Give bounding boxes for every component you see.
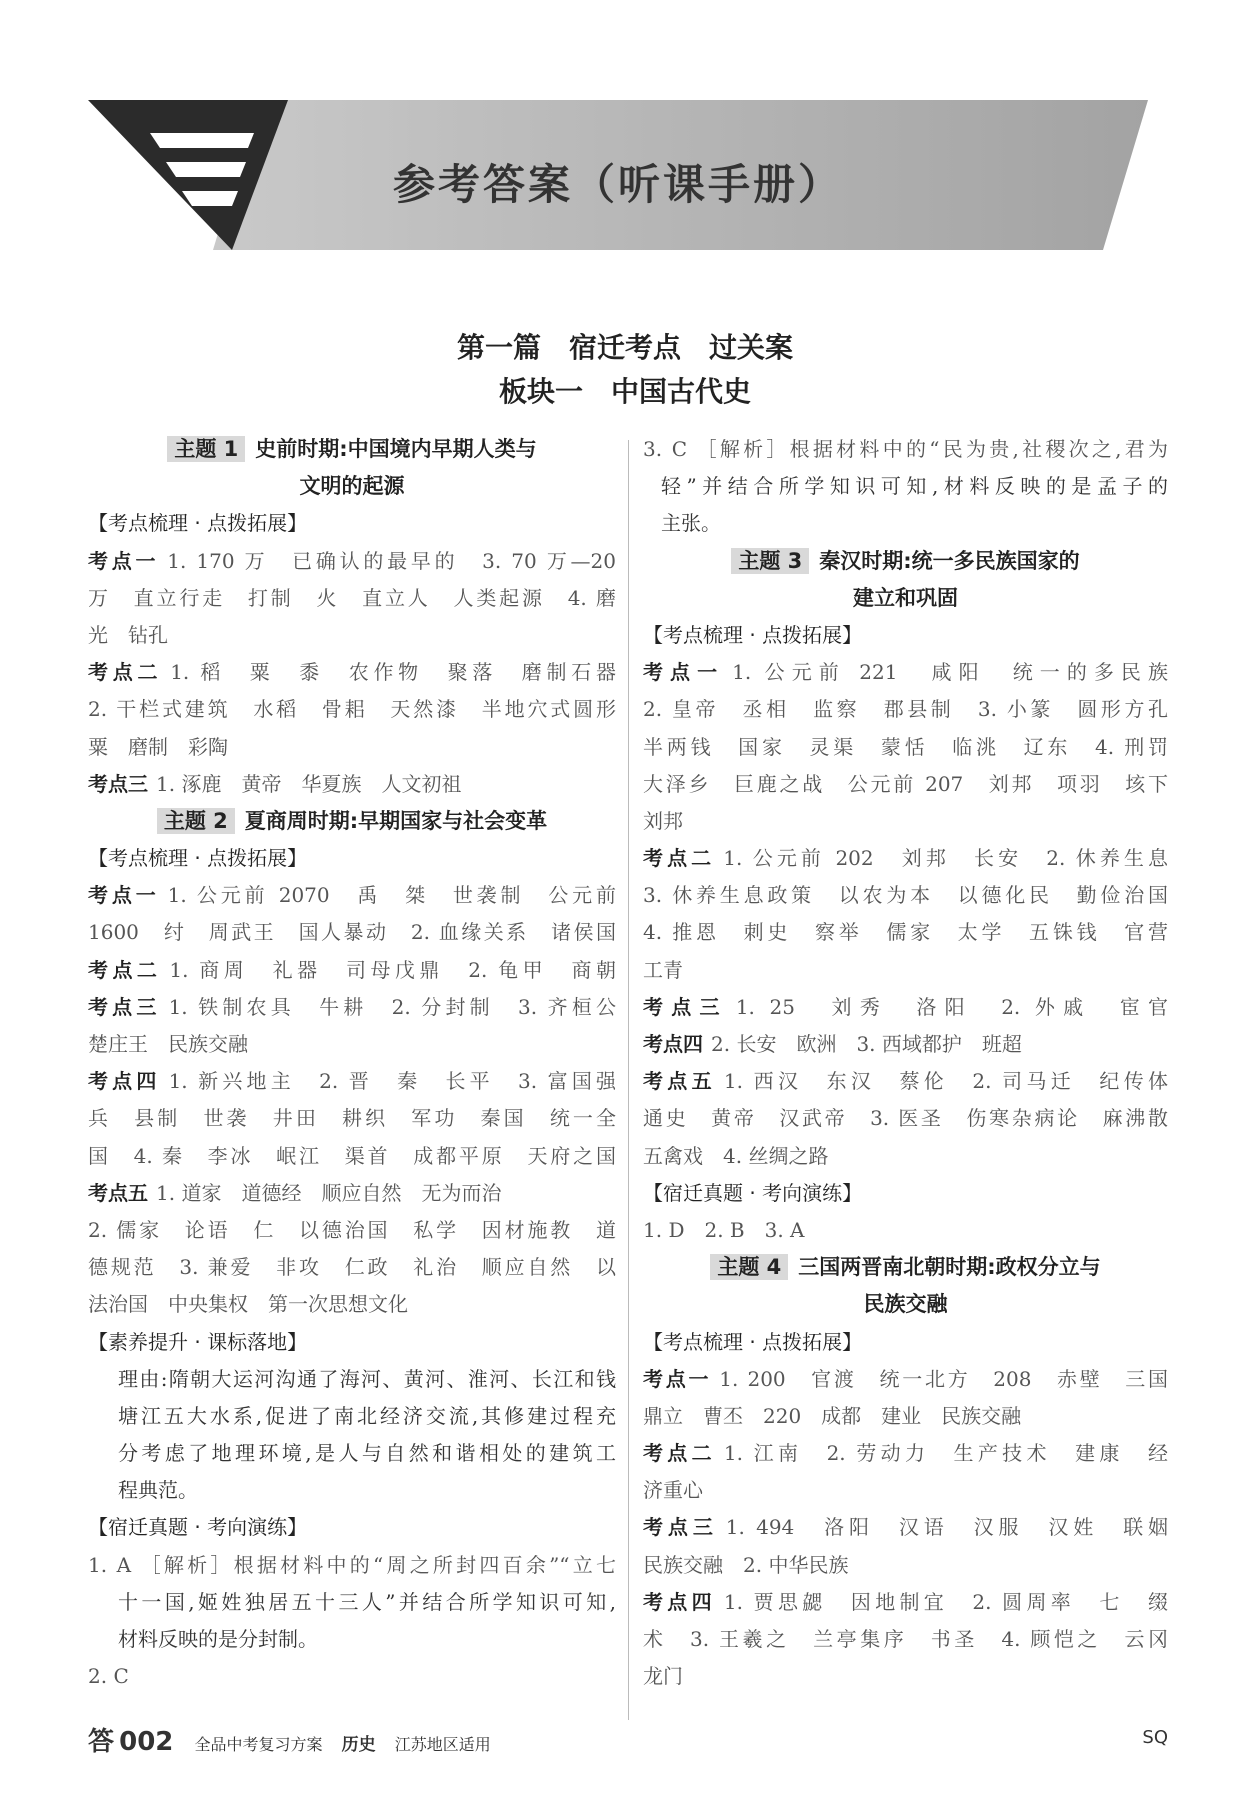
answer-line: 程典范。: [118, 1478, 198, 1503]
part-title: 第一篇 宿迁考点 过关案: [456, 331, 793, 364]
section-heading: 【考点梳理 · 点拨拓展】: [88, 511, 308, 536]
answer-line: 粟 磨制 彩陶: [88, 734, 228, 759]
answer-line: [88, 989, 616, 1026]
topic-heading: [643, 1249, 1168, 1286]
answer-line: 国 4. 秦 李冰 岷江 渠首 成都平原 天府之国: [88, 1143, 616, 1168]
answer-line: 2. 干栏式建筑 水稻 骨耜 天然漆 半地穴式圆形: [88, 697, 616, 722]
topic-title: 史前时期:中国境内早期人类与: [255, 437, 537, 461]
answer-line: [643, 1584, 1168, 1621]
answer-line: 3. 休养生息政策 以农为本 以德化民 勤俭治国: [643, 883, 1168, 908]
answer-column-right: [643, 431, 1168, 1695]
answer-line: [88, 1063, 616, 1100]
topic-title: 民族交融: [863, 1292, 948, 1317]
topic-heading-cont: [643, 1286, 1168, 1323]
answer-line: [643, 1361, 1168, 1398]
answer-line: [88, 654, 616, 691]
topic-title: 夏商周时期:早期国家与社会变革: [244, 808, 548, 833]
answer-line: 理由:隋朝大运河沟通了海河、黄河、淮河、长江和钱: [118, 1366, 616, 1391]
column-divider: [628, 440, 629, 1720]
answer-line: [88, 543, 616, 580]
answer-text: 1. 25 刘秀 洛阳 2. 外戚 宦官: [735, 994, 1168, 1019]
answer-text: 1. 贾思勰 因地制宜 2. 圆周率 七 缀: [723, 1589, 1168, 1614]
page-number-prefix: 答: [88, 1727, 115, 1757]
answer-column-left: [88, 431, 616, 1695]
topic-heading-cont: [643, 580, 1168, 617]
answer-text: 1. 江南 2. 劳动力 生产技术 建康 经: [723, 1441, 1168, 1466]
answer-line: 工青: [643, 957, 683, 982]
answer-line: 轻”并结合所学知识可知,材料反映的是孟子的: [661, 474, 1168, 499]
answer-line: 光 钻孔: [88, 622, 168, 647]
topic-heading: [643, 543, 1168, 580]
answer-line: [643, 1063, 1168, 1100]
answer-line: 1600 纣 周武王 国人暴动 2. 血缘关系 诸侯国: [88, 920, 616, 945]
knowledge-point-label: 考点二: [643, 846, 716, 871]
topic-tag: 主题 2: [157, 808, 235, 834]
answer-text: 1. 公元前 2070 禹 桀 世袭制 公元前: [167, 883, 616, 908]
answer-line: 刘邦: [643, 808, 683, 833]
page-title: 参考答案（听课手册）: [392, 160, 843, 209]
answer-text: 1. 稻 粟 黍 农作物 聚落 磨制石器: [170, 660, 616, 685]
section-heading: 【考点梳理 · 点拨拓展】: [88, 846, 308, 871]
answer-text: 1. 涿鹿 黄帝 华夏族 人文初祖: [156, 771, 462, 796]
edition-code: SQ: [1142, 1727, 1168, 1748]
topic-heading-cont: [88, 468, 616, 505]
knowledge-point-label: 考点三: [643, 1515, 718, 1540]
topic-tag: 主题 4: [710, 1254, 788, 1280]
section-title: 板块一 中国古代史: [498, 375, 751, 408]
topic-title: 建立和巩固: [853, 585, 958, 610]
section-heading: 【素养提升 · 课标落地】: [88, 1329, 308, 1354]
section-heading: 【考点梳理 · 点拨拓展】: [643, 622, 863, 647]
answer-line: 1. A ［解析］根据材料中的“周之所封四百余”“立七: [88, 1552, 616, 1577]
answer-text: 2. 长安 欧洲 3. 西域都护 班超: [711, 1032, 1022, 1056]
answer-line: 术 3. 王羲之 兰亭集序 书圣 4. 顾恺之 云冈: [643, 1627, 1168, 1651]
answer-line: [643, 1026, 1168, 1063]
answer-line: 2. 儒家 论语 仁 以德治国 私学 因材施教 道: [88, 1217, 616, 1242]
answer-text: 1. 道家 道德经 顺应自然 无为而治: [156, 1180, 502, 1205]
knowledge-point-label: 考点三: [88, 994, 161, 1019]
answer-line: 龙门: [643, 1664, 683, 1689]
section-heading: 【考点梳理 · 点拨拓展】: [643, 1329, 863, 1354]
knowledge-point-label: 考点四: [643, 1589, 716, 1614]
answer-line: 3. C ［解析］根据材料中的“民为贵,社稷次之,君为: [643, 437, 1168, 461]
answer-line: 通史 黄帝 汉武帝 3. 医圣 伤寒杂病论 麻沸散: [643, 1106, 1168, 1131]
answer-line: 五禽戏 4. 丝绸之路: [643, 1143, 829, 1168]
knowledge-point-label: 考点一: [88, 548, 160, 573]
topic-tag: 主题 1: [167, 436, 245, 462]
answer-text: 1. 494 洛阳 汉语 汉服 汉姓 联姻: [725, 1515, 1168, 1540]
answer-line: 济重心: [643, 1478, 703, 1503]
answer-line: 鼎立 曹丕 220 成都 建业 民族交融: [643, 1403, 1022, 1428]
knowledge-point-label: 考点二: [88, 957, 162, 982]
answer-line: 兵 县制 世袭 井田 耕织 军功 秦国 统一全: [88, 1106, 616, 1131]
knowledge-point-label: 考点三: [88, 771, 148, 796]
answer-text: 1. 公元前 202 刘邦 长安 2. 休养生息: [723, 846, 1168, 871]
answer-line: 主张。: [661, 511, 721, 536]
answer-line: [88, 766, 616, 803]
answer-line: [88, 952, 616, 989]
subject-label: 历史: [341, 1735, 376, 1755]
topic-heading: [88, 803, 616, 840]
title-banner: [88, 100, 1148, 250]
knowledge-point-label: 考点一: [643, 1366, 712, 1391]
answer-line: 1. D 2. B 3. A: [643, 1217, 805, 1242]
answer-text: 1. 商周 礼器 司母戊鼎 2. 龟甲 商朝: [169, 957, 616, 982]
answer-line: 分考虑了地理环境,是人与自然和谐相处的建筑工: [118, 1441, 616, 1466]
answer-line: [88, 877, 616, 914]
answer-line: 半两钱 国家 灵渠 蒙恬 临洮 辽东 4. 刑罚: [643, 734, 1168, 759]
page-footer: [88, 1721, 1168, 1757]
region-label: 江苏地区适用: [394, 1735, 491, 1754]
knowledge-point-label: 考点一: [88, 883, 160, 908]
page-number: 002: [119, 1727, 174, 1757]
answer-line: 万 直立行走 打制 火 直立人 人类起源 4. 磨: [88, 585, 616, 610]
answer-line: 法治国 中央集权 第一次思想文化: [88, 1292, 408, 1317]
answer-line: 材料反映的是分封制。: [118, 1627, 318, 1651]
answer-line: 2. 皇帝 丞相 监察 郡县制 3. 小篆 圆形方孔: [643, 697, 1168, 722]
answer-line: [643, 654, 1168, 691]
answer-text: 1. 公元前 221 咸阳 统一的多民族: [732, 660, 1168, 685]
topic-heading: [88, 431, 616, 468]
section-heading: 【宿迁真题 · 考向演练】: [88, 1515, 308, 1540]
answer-line: 4. 推恩 刺史 察举 儒家 太学 五铢钱 官营: [643, 920, 1168, 945]
answer-line: 大泽乡 巨鹿之战 公元前 207 刘邦 项羽 垓下: [643, 771, 1168, 796]
knowledge-point-label: 考点二: [88, 660, 163, 685]
answer-line: [643, 840, 1168, 877]
knowledge-point-label: 考点四: [88, 1069, 161, 1094]
answer-line: 德规范 3. 兼爱 非攻 仁政 礼治 顺应自然 以: [88, 1255, 616, 1280]
knowledge-point-label: 考点三: [643, 994, 728, 1019]
section-heading: 【宿迁真题 · 考向演练】: [643, 1180, 863, 1205]
answer-text: 1. 170 万 已确认的最早的 3. 70 万—20: [167, 548, 616, 573]
knowledge-point-label: 考点五: [643, 1069, 716, 1094]
topic-title: 文明的起源: [299, 474, 405, 499]
answer-line: 楚庄王 民族交融: [88, 1032, 248, 1056]
answer-line: 2. C: [88, 1664, 129, 1689]
topic-title: 秦汉时期:统一多民族国家的: [819, 548, 1080, 573]
answer-line: [643, 989, 1168, 1026]
answer-text: 1. 铁制农具 牛耕 2. 分封制 3. 齐桓公: [168, 994, 616, 1019]
answer-line: [643, 1509, 1168, 1546]
answer-line: [88, 1175, 616, 1212]
topic-tag: 主题 3: [731, 548, 809, 574]
topic-title: 三国两晋南北朝时期:政权分立与: [798, 1255, 1101, 1280]
knowledge-point-label: 考点一: [643, 660, 725, 685]
answer-line: 塘江五大水系,促进了南北经济交流,其修建过程充: [118, 1403, 616, 1428]
answer-line: [643, 1435, 1168, 1472]
answer-text: 1. 200 官渡 统一北方 208 赤壁 三国: [719, 1366, 1168, 1391]
knowledge-point-label: 考点二: [643, 1441, 716, 1466]
book-title: 全品中考复习方案: [194, 1735, 323, 1754]
answer-line: 十一国,姬姓独居五十三人”并结合所学知识可知,: [118, 1589, 616, 1614]
answer-text: 1. 新兴地主 2. 晋 秦 长平 3. 富国强: [168, 1069, 616, 1094]
knowledge-point-label: 考点四: [643, 1032, 703, 1056]
answer-line: 民族交融 2. 中华民族: [643, 1552, 849, 1577]
answer-text: 1. 西汉 东汉 蔡伦 2. 司马迁 纪传体: [723, 1069, 1168, 1094]
knowledge-point-label: 考点五: [88, 1180, 148, 1205]
